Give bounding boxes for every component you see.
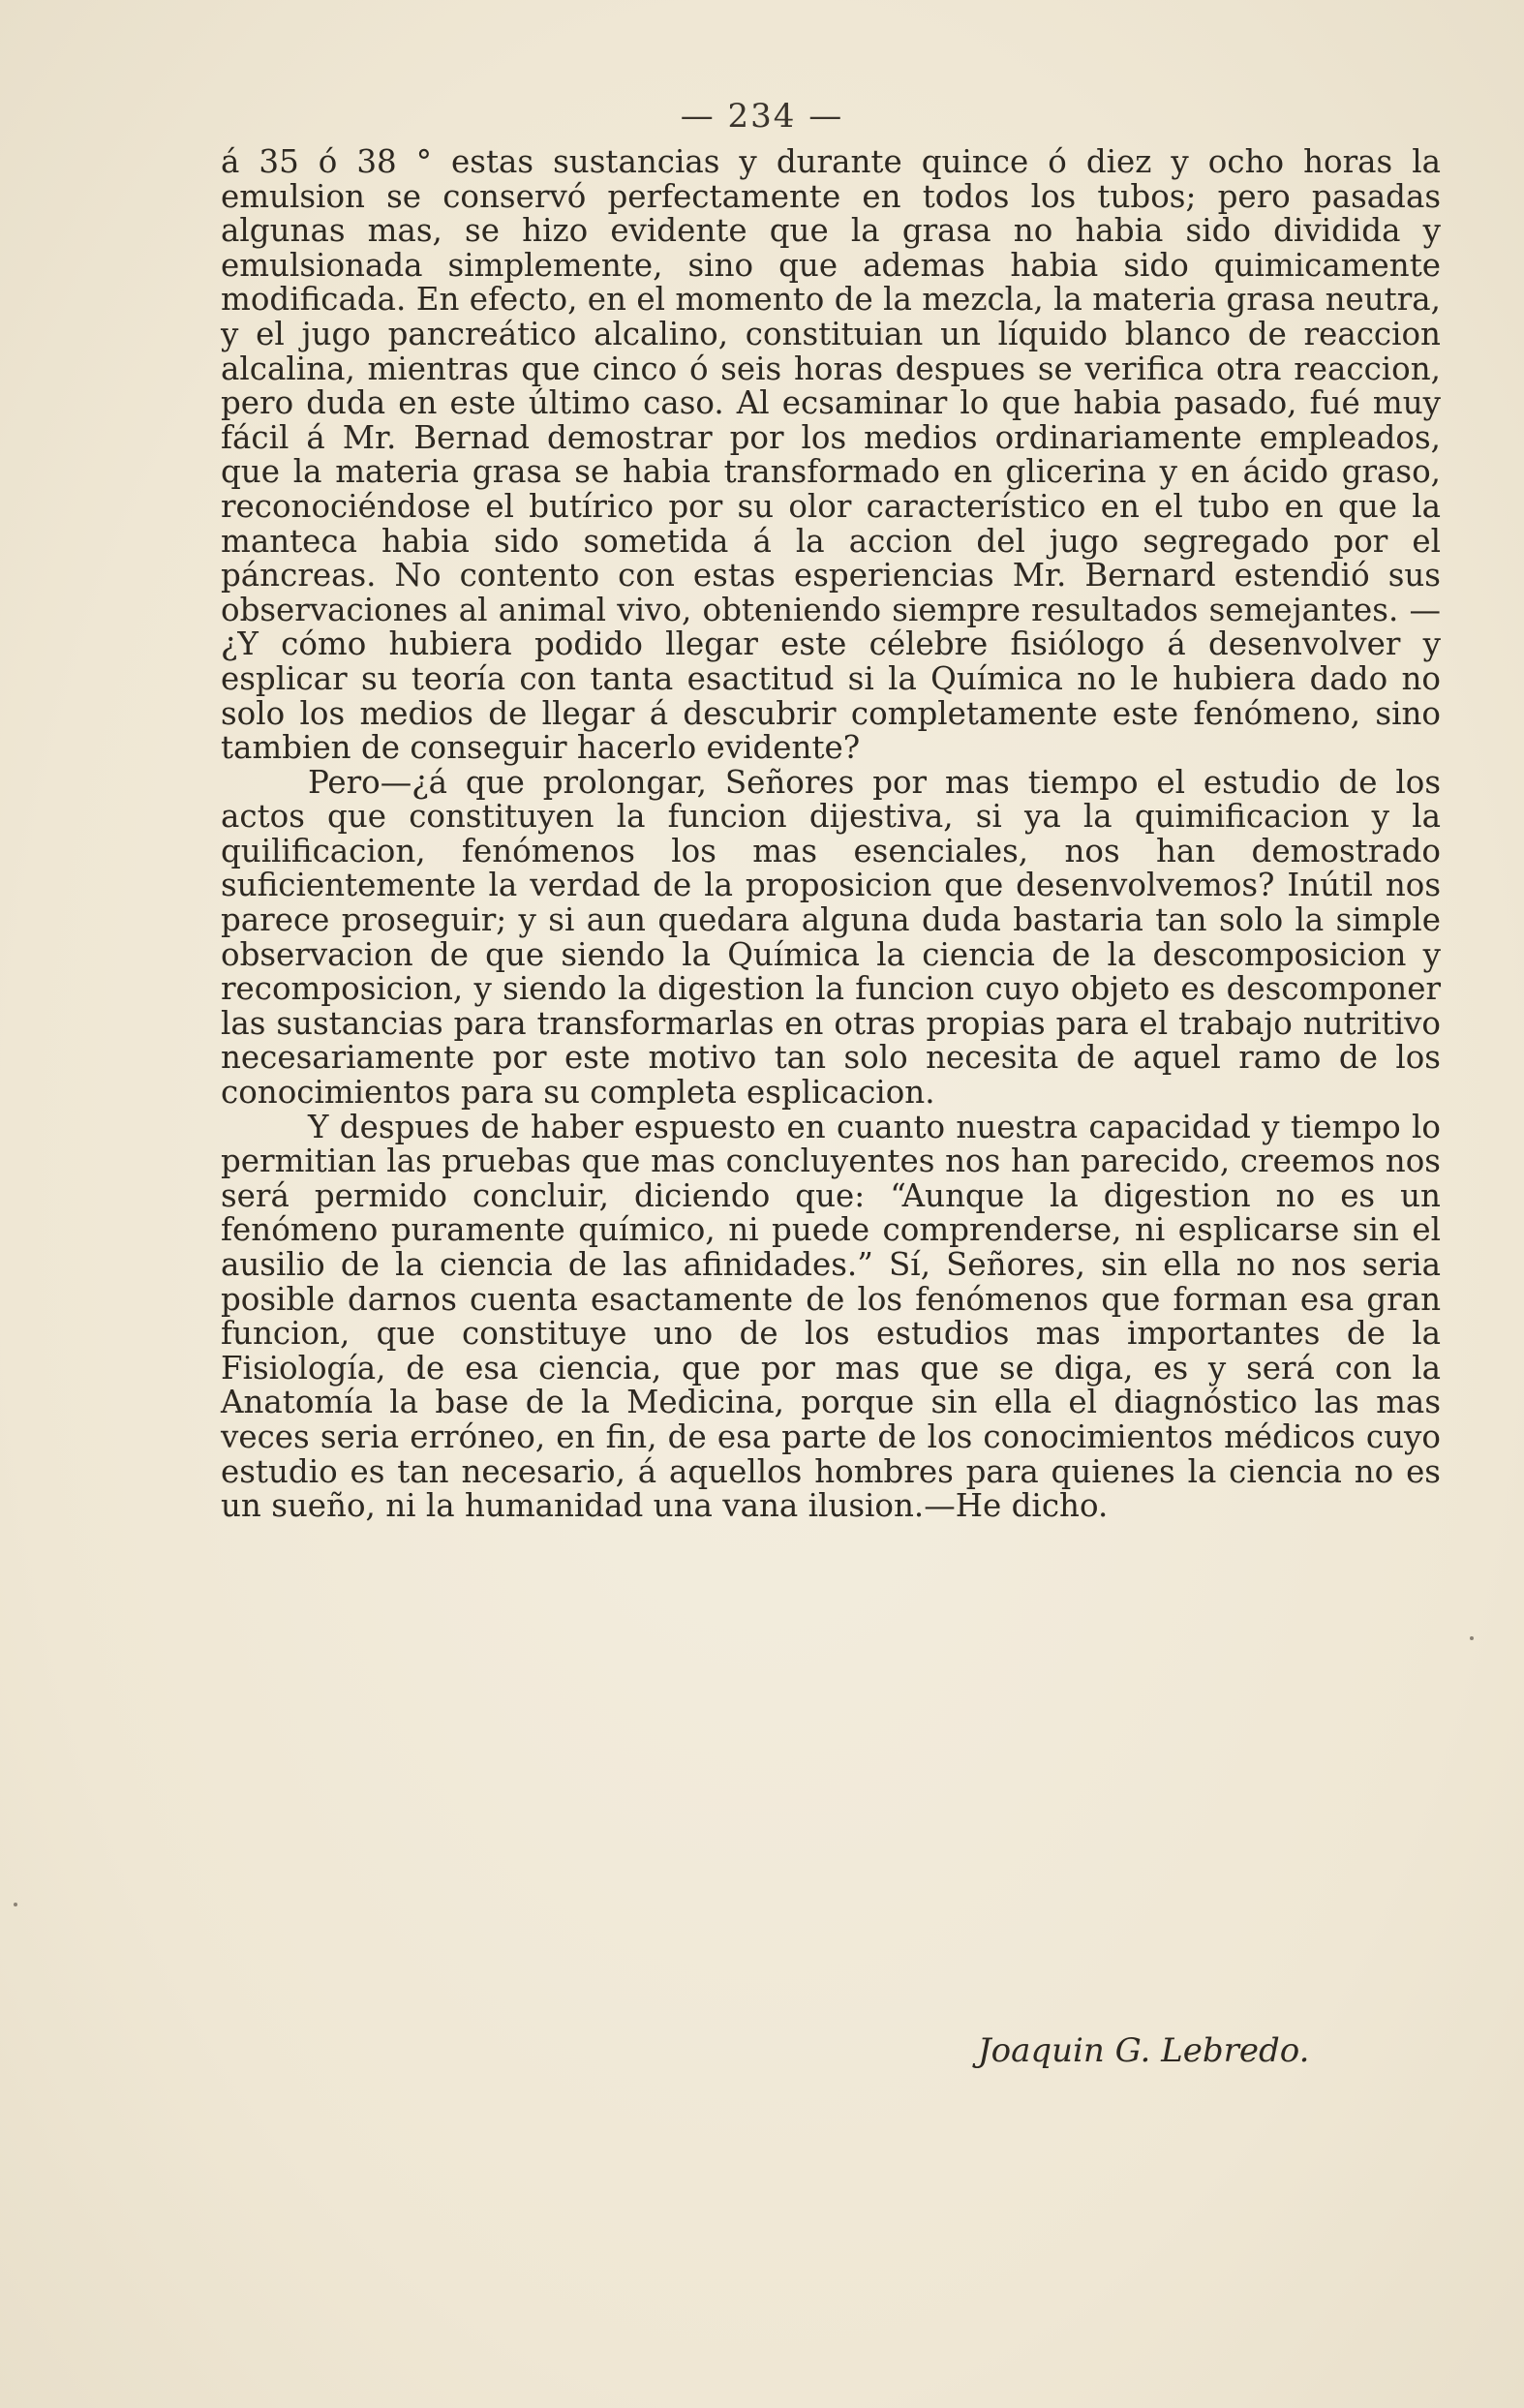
margin-speck bbox=[14, 1903, 17, 1906]
paragraph-1: á 35 ó 38 ° estas sustancias y durante quince ó diez y ocho horas la emulsion se conservó perfectamente en todos los tubos; pero pasadas algunas mas, se hizo evidente que la grasa no habia sido dividida y emulsionada simplemente, sino que ademas habia sido quimicamente modificada. En efecto, en el momento de la mezcla, la materia grasa neutra, y el jugo pancreático alcalino, constituian un líquido blanco de reaccion alcalina, mientras que cinco ó seis horas despues se verifica otra reaccion, pero duda en este último caso. Al ecsaminar lo que habia pasado, fué muy fácil á Mr. Bernad demostrar por los medios ordinariamente empleados, que la materia grasa se habia transformado en glicerina y en ácido graso, reconociéndose el butírico por su olor característico en el tubo en que la manteca habia sido sometida á la accion del jugo segregado por el páncreas. No contento con estas esperiencias Mr. Bernard estendió sus observaciones al animal vivo, obteniendo siempre resultados semejantes. —¿Y cómo hubiera podido llegar este célebre fisiólogo á desenvolver y esplicar su teoría con tanta esactitud si la Química no le hubiera dado no solo los medios de llegar á descubrir completamente este fenómeno, sino tambien de conseguir hacerlo evidente? bbox=[221, 143, 1441, 767]
paragraph-3: Y despues de haber espuesto en cuanto nuestra capacidad y tiempo lo permitian las pruebas que mas concluyentes nos han parecido, creemos nos será permido concluir, diciendo que: “Aunque la digestion no es un fenómeno puramente químico, ni puede comprenderse, ni esplicarse sin el ausilio de la ciencia de las afinidades.” Sí, Señores, sin ella no nos seria posible darnos cuenta esactamente de los fenómenos que forman esa gran funcion, que constituye uno de los estudios mas importantes de la Fisiología, de esa ciencia, que por mas que se diga, es y será con la Anatomía la base de la Medicina, porque sin ella el diagnóstico las mas veces seria erróneo, en fin, de esa parte de los conocimientos médicos cuyo estudio es tan necesario, á aquellos hombres para quienes la ciencia no es un sueño, ni la humanidad una vana ilusion.—He dicho. bbox=[221, 1108, 1441, 1525]
margin-speck bbox=[1470, 1636, 1474, 1640]
author-signature: Joaquin G. Lebredo. bbox=[978, 2031, 1310, 2070]
body-text bbox=[221, 145, 1441, 1524]
paragraph-2: Pero—¿á que prolongar, Señores por mas tiempo el estudio de los actos que constituyen la funcion dijestiva, si ya la quimificacion y la quilificacion, fenómenos los mas esenciales, nos han demostrado suficientemente la verdad de la proposicion que desenvolvemos? Inútil nos parece proseguir; y si aun quedara alguna duda bastaria tan solo la simple observacion de que siendo la Química la ciencia de la descomposicion y recomposicion, y siendo la digestion la funcion cuyo objeto es descomponer las sustancias para transformarlas en otras propias para el trabajo nutritivo necesariamente por este motivo tan solo necesita de aquel ramo de los conocimientos para su completa esplicacion. bbox=[221, 763, 1441, 1112]
page-number: — 234 — bbox=[680, 97, 844, 136]
